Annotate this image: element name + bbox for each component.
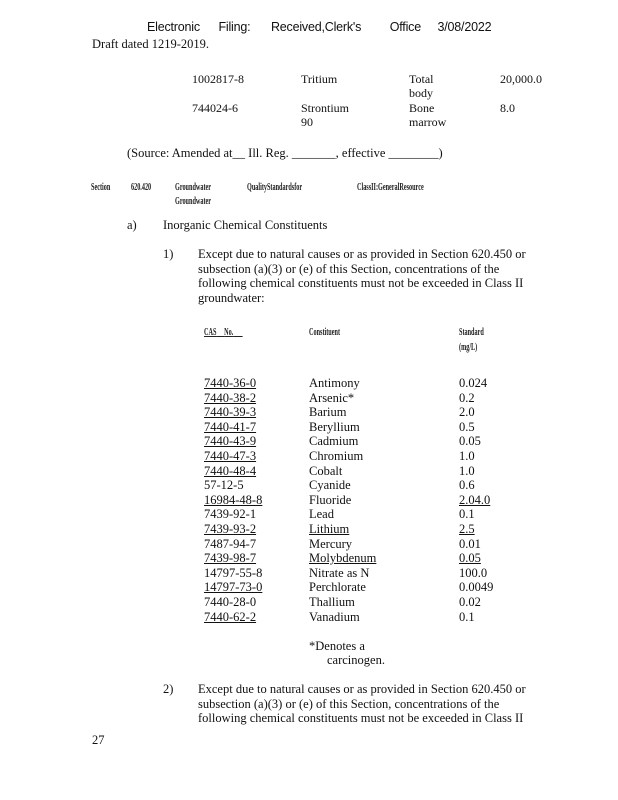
cas-cell: 7440-43-9 (204, 434, 257, 449)
constituent-cell: Molybdenum (309, 551, 377, 566)
cas-cell: 7487-94-7 (204, 536, 257, 551)
table-row (0, 551, 618, 566)
item-2-line-3: following chemical constituents must not be exceeded in Class II (198, 711, 524, 725)
top-row1-name: Tritium (301, 72, 338, 86)
top-row1-cas: 1002817-8 (192, 72, 244, 86)
table-row (0, 537, 618, 552)
table-row (0, 376, 618, 391)
constituent-cell: Antimony (309, 376, 360, 390)
standard-cell: 1.0 (459, 449, 475, 463)
standard-cell: 0.1 (459, 609, 475, 624)
item-2-line-2: subsection (a)(3) or (e) of this Section, concentrations of the (198, 696, 500, 711)
table-row (0, 464, 618, 479)
standard-cell: 0.2 (459, 390, 475, 405)
standard-cell: 2.0 (459, 405, 475, 420)
table-row (0, 478, 618, 493)
draft-date: Draft dated 1219-2019. (92, 37, 209, 51)
cas-cell: 7440-28-0 (204, 595, 257, 609)
item-1-line-3: following chemical constituents must not be exceeded in Class II (198, 276, 524, 290)
constituent-cell: Cobalt (309, 463, 343, 478)
cas-cell: 7440-41-7 (204, 419, 257, 434)
top-row2-cas: 744024-6 (192, 101, 238, 115)
table-row (0, 566, 618, 581)
table-row (0, 507, 618, 522)
cas-cell: 16984-48-8 (204, 492, 263, 507)
top-row1-organ-b: body (409, 86, 433, 100)
standard-cell: 0.5 (459, 419, 475, 434)
constituent-cell: Beryllium (309, 419, 360, 434)
standard-cell: 0.6 (459, 478, 475, 493)
footnote-line-1: *Denotes a (309, 639, 365, 653)
constituent-cell: Cyanide (309, 478, 351, 493)
item-1-paragraph (198, 247, 526, 305)
top-row2-organ-b: marrow (409, 115, 447, 129)
standard-cell: 0.01 (459, 536, 481, 551)
section-title-c: ClassII:GeneralResource (357, 182, 424, 193)
item-2-line-1: Except due to natural causes or as provided in Section 620.450 or (198, 682, 526, 696)
constituent-cell: Fluoride (309, 492, 352, 507)
table-row (0, 391, 618, 406)
top-row1-value: 20,000.0 (500, 72, 542, 86)
standard-cell: 2.5 (459, 522, 475, 536)
cas-cell: 7439-98-7 (204, 551, 257, 566)
cas-cell: 7440-36-0 (204, 376, 257, 390)
constituent-cell: Barium (309, 405, 347, 420)
source-prefix: (Source: Amended at (127, 146, 233, 160)
cas-cell: 7440-62-2 (204, 609, 257, 624)
top-row2-value: 8.0 (500, 101, 515, 115)
standard-cell: 100.0 (459, 565, 488, 580)
source-blank-page: _______ (291, 146, 336, 160)
footnote-line-2: carcinogen. (327, 653, 385, 667)
constituent-cell: Chromium (309, 449, 364, 463)
top-row2-name-a: Strontium (301, 101, 350, 115)
standard-cell: 0.02 (459, 595, 481, 609)
table-row (0, 449, 618, 464)
header-constituent: Constituent (309, 327, 341, 338)
table-row (0, 610, 618, 625)
constituent-cell: Vanadium (309, 609, 360, 624)
table-row (0, 522, 618, 537)
item-1-label: 1) (163, 247, 174, 261)
header-cas: CAS No. (204, 327, 234, 338)
section-title-d: Groundwater (175, 196, 212, 207)
top-row2-organ-a: Bone (409, 101, 435, 115)
item-1-line-4: groundwater: (198, 290, 265, 305)
cas-cell: 14797-55-8 (204, 565, 263, 580)
constituent-cell: Nitrate as N (309, 565, 370, 580)
filing-stamp (147, 20, 491, 34)
cas-cell: 7440-48-4 (204, 463, 257, 478)
item-2-label: 2) (163, 682, 174, 696)
constituent-cell: Lead (309, 507, 334, 522)
section-title-a: Groundwater (175, 182, 212, 193)
item-2-paragraph (198, 682, 526, 726)
table-row (0, 405, 618, 420)
constituent-cell: Arsenic* (309, 390, 355, 405)
table-row (0, 420, 618, 435)
constituent-cell: Lithium (309, 522, 350, 536)
cas-cell: 57-12-5 (204, 478, 244, 493)
cas-cell: 7439-93-2 (204, 522, 257, 536)
standard-cell: 2.04.0 (459, 492, 491, 507)
standard-cell: 1.0 (459, 463, 475, 478)
filing-word-1: Electronic (147, 20, 200, 34)
cas-cell: 7440-38-2 (204, 390, 257, 405)
table-row (0, 580, 618, 595)
source-close: ) (438, 146, 443, 160)
standard-cell: 0.05 (459, 434, 481, 449)
page-number: 27 (92, 733, 105, 747)
header-unit: (mg/L) (459, 342, 478, 353)
cas-cell: 7440-39-3 (204, 405, 257, 420)
cas-cell: 14797-73-0 (204, 580, 263, 595)
table-row (0, 595, 618, 610)
item-1-line-2: subsection (a)(3) or (e) of this Section, concentrations of the (198, 261, 500, 276)
subsection-a-title: Inorganic Chemical Constituents (163, 218, 328, 232)
filing-word-2: Filing: (218, 20, 251, 34)
constituent-cell: Mercury (309, 536, 353, 551)
section-title-b: QualityStandardsfor (247, 182, 303, 193)
cas-cell: 7439-92-1 (204, 507, 257, 522)
source-effective: , effective (335, 146, 389, 160)
header-standard: Standard (459, 327, 484, 338)
table-row (0, 434, 618, 449)
source-reg: Ill. Reg. (245, 146, 292, 160)
table-row (0, 493, 618, 508)
cas-cell: 7440-47-3 (204, 449, 257, 463)
section-label: Section (91, 182, 111, 193)
filing-word-4: Office (389, 20, 421, 34)
top-row2-name-b: 90 (301, 115, 313, 129)
source-line (127, 146, 443, 161)
standard-cell: 0.1 (459, 507, 475, 522)
subsection-a-label: a) (127, 218, 137, 232)
source-blank-date: ________ (388, 146, 439, 160)
standard-cell: 0.05 (459, 551, 481, 566)
constituent-cell: Cadmium (309, 434, 359, 449)
standard-cell: 0.0049 (459, 580, 494, 595)
constituent-cell: Thallium (309, 595, 355, 609)
section-number: 620.420 (131, 182, 152, 193)
standard-cell: 0.024 (459, 376, 488, 390)
source-blank-volume: __ (232, 146, 246, 160)
constituent-cell: Perchlorate (309, 580, 366, 595)
item-1-line-1: Except due to natural causes or as provided in Section 620.450 or (198, 247, 526, 261)
filing-word-3: Received,Clerk's (270, 20, 362, 34)
top-row1-organ-a: Total (409, 72, 434, 86)
filing-date: 3/08/2022 (437, 20, 492, 34)
